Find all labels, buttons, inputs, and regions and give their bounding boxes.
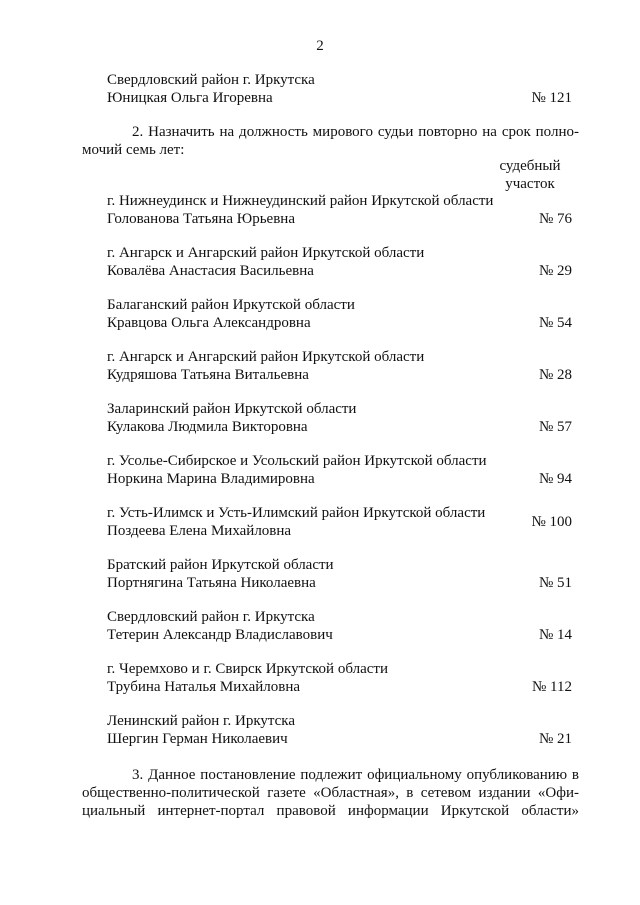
- judge-name: Кулакова Людмила Викторовна: [107, 419, 308, 435]
- judge-entry: [107, 452, 572, 490]
- section-3-line-2: [82, 784, 579, 802]
- section-3-text-1: 3. Данное постановление подлежит официальному опубликованию в: [132, 767, 579, 783]
- precinct-number: № 14: [538, 627, 572, 643]
- judge-name: Ковалёва Анастасия Васильевна: [107, 263, 314, 279]
- judge-entry: [107, 400, 572, 438]
- judge-entry: [107, 712, 572, 750]
- section-3-line-3: [82, 802, 579, 820]
- judge-name: Шергин Герман Николаевич: [107, 731, 288, 747]
- district-text: Заларинский район Иркутской области: [107, 401, 357, 417]
- precinct-number: № 100: [531, 514, 572, 530]
- precinct-number: № 94: [538, 471, 572, 487]
- judge-name: Юницкая Ольга Игоревна: [107, 90, 273, 106]
- column-header-line-2: участок: [505, 176, 555, 192]
- section-3-text-3: циальный интернет-портал правовой информации Иркутской области»: [82, 803, 579, 819]
- district-text: Ленинский район г. Иркутска: [107, 713, 296, 729]
- section-2-text-1: 2. Назначить на должность мирового судьи повторно на срок полно-: [132, 124, 579, 140]
- precinct-number: № 57: [538, 419, 572, 435]
- section-3-text-2: общественно-политической газете «Областная», в сетевом издании «Офи-: [82, 785, 579, 801]
- judge-entry: [107, 608, 572, 646]
- district-text: Свердловский район г. Иркутска: [107, 609, 315, 625]
- district-text: Балаганский район Иркутской области: [107, 297, 355, 313]
- district-text: г. Усолье-Сибирское и Усольский район Иркутской области: [107, 453, 487, 469]
- precinct-number: № 76: [538, 211, 572, 227]
- judge-entry: [107, 71, 572, 109]
- judge-entry: [107, 556, 572, 594]
- precinct-number: № 54: [538, 315, 572, 331]
- district-text: Свердловский район г. Иркутска: [107, 72, 315, 88]
- judge-entry: [107, 296, 572, 334]
- judge-name: Голованова Татьяна Юрьевна: [107, 211, 295, 227]
- judge-entry: [107, 192, 572, 230]
- district-text: г. Усть-Илимск и Усть-Илимский район Иркутской области: [107, 505, 486, 521]
- judge-name: Норкина Марина Владимировна: [107, 471, 315, 487]
- section-2-text-2: мочий семь лет:: [82, 142, 185, 158]
- section-3-line-1: [107, 766, 579, 784]
- district-text: г. Ангарск и Ангарский район Иркутской области: [107, 245, 425, 261]
- precinct-number: № 21: [538, 731, 572, 747]
- judge-name: Тетерин Александр Владиславович: [107, 627, 333, 643]
- judge-entry: [107, 244, 572, 282]
- precinct-number: № 112: [531, 679, 572, 695]
- column-header-line-1: судебный: [499, 158, 561, 174]
- district-text: Братский район Иркутской области: [107, 557, 334, 573]
- column-header-precinct: [480, 157, 580, 193]
- judge-name: Трубина Наталья Михайловна: [107, 679, 301, 695]
- district-text: г. Нижнеудинск и Нижнеудинский район Иркутской области: [107, 193, 494, 209]
- section-2-line-1: [107, 123, 579, 141]
- judge-name: Кудряшова Татьяна Витальевна: [107, 367, 309, 383]
- page-number: 2: [316, 38, 324, 54]
- judge-name: Кравцова Ольга Александровна: [107, 315, 311, 331]
- precinct-number: № 51: [538, 575, 572, 591]
- judge-name: Поздеева Елена Михайловна: [107, 523, 292, 539]
- judge-entry: [107, 348, 572, 386]
- precinct-number: № 29: [538, 263, 572, 279]
- district-text: г. Черемхово и г. Свирск Иркутской области: [107, 661, 388, 677]
- district-text: г. Ангарск и Ангарский район Иркутской области: [107, 349, 425, 365]
- precinct-number: № 28: [538, 367, 572, 383]
- judge-entry: [107, 660, 572, 698]
- precinct-number: № 121: [531, 90, 572, 106]
- judge-name: Портнягина Татьяна Николаевна: [107, 575, 316, 591]
- judge-entry: [107, 504, 572, 542]
